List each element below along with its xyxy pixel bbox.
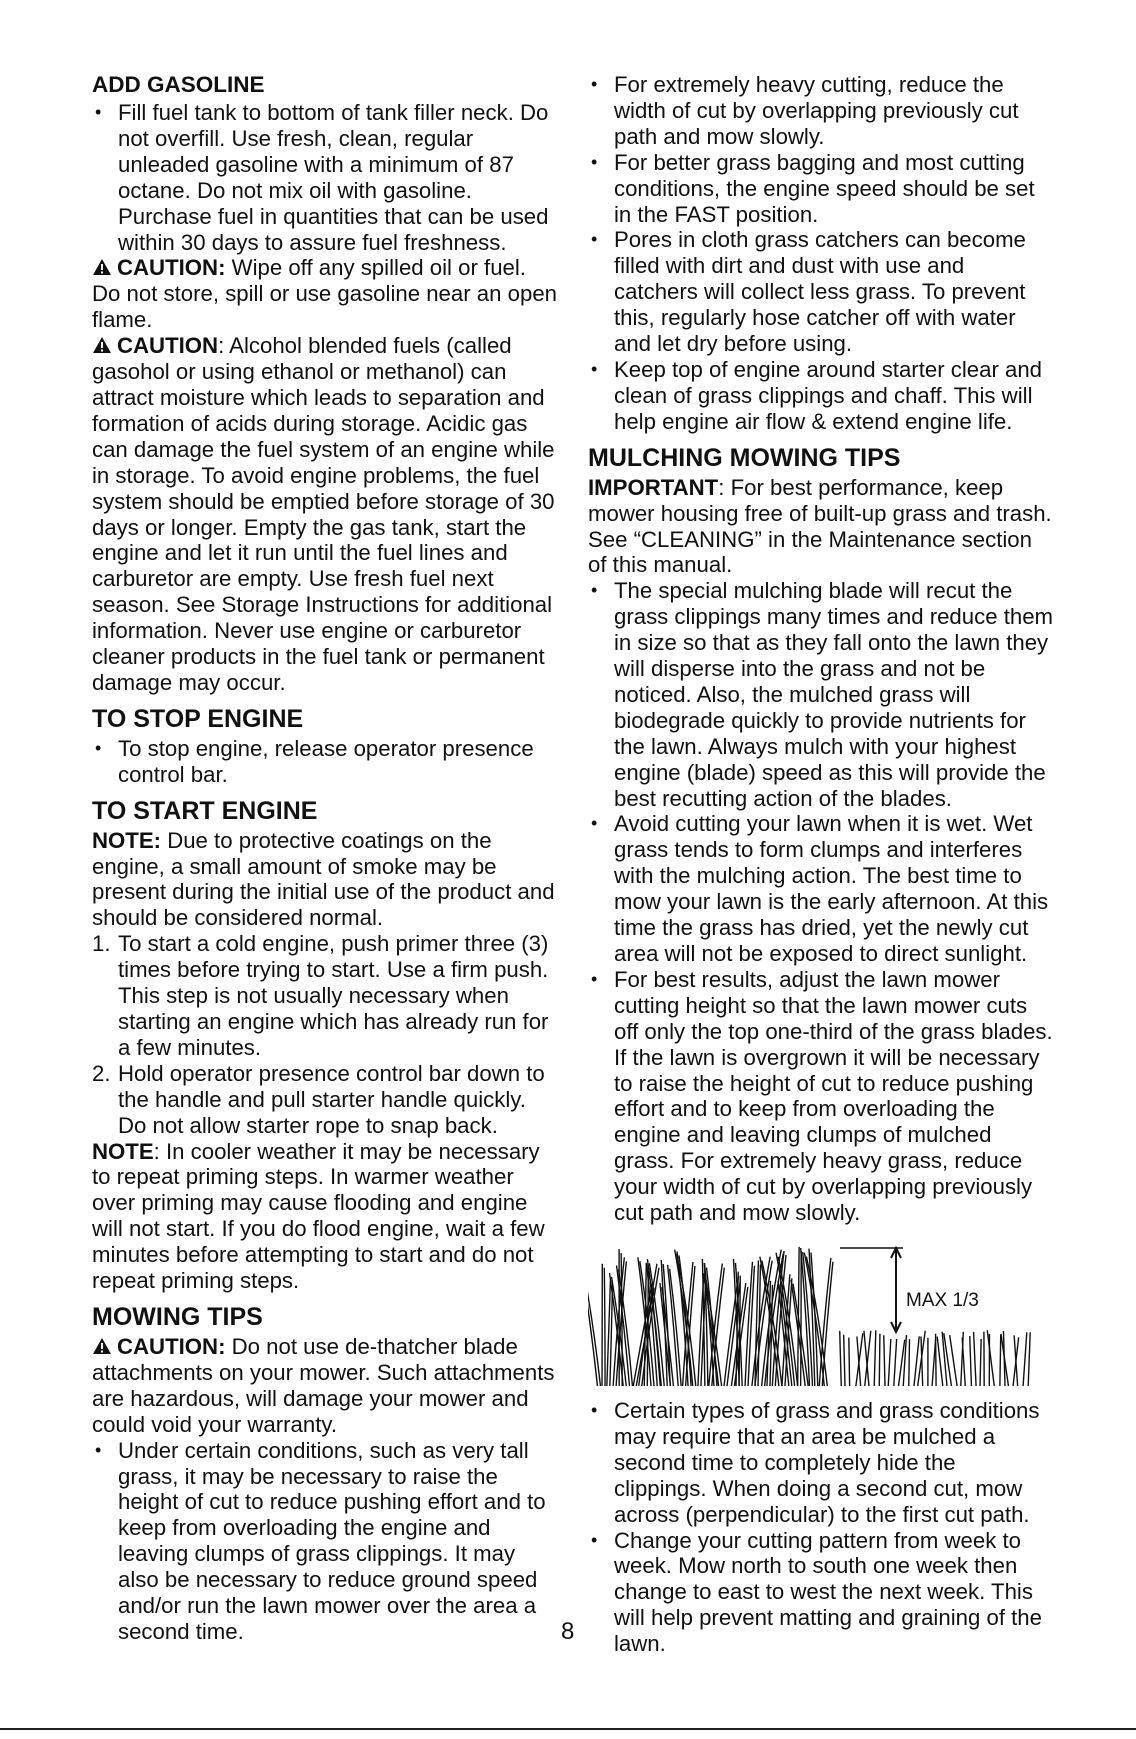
mowing-tips-bullet: • Keep top of engine around starter clear and clean of grass clippings and chaff. This will help engine air flow & extend engine life. <box>588 357 1054 435</box>
grass-blade <box>888 1339 891 1386</box>
caution-text: Wipe off any spilled oil or fuel. Do not store, spill or use gasoline near an open flame. <box>92 255 557 333</box>
caution-paragraph-alcohol <box>92 333 560 696</box>
start-engine-note <box>92 828 560 932</box>
grass-blade <box>970 1336 972 1386</box>
height-arrow-icon <box>891 1248 901 1332</box>
add-gasoline-heading: ADD GASOLINE <box>92 72 265 97</box>
start-engine-note-2 <box>92 1139 560 1294</box>
start-step-1 <box>92 931 560 1061</box>
grass-blade <box>987 1330 994 1386</box>
max-one-third-label: MAX 1/3 <box>906 1289 979 1311</box>
grass-blade <box>1023 1332 1027 1386</box>
note-text: : In cooler weather it may be necessary to repeat priming steps. In warmer weather over priming may cause flooding and engine will not start. If you do flood engine, wait a few minutes before attempting to start and do not repeat priming steps. <box>92 1138 545 1294</box>
caution-label: CAUTION: <box>117 1333 226 1359</box>
stop-engine-bullet: • To stop engine, release operator presence control bar. <box>92 736 560 788</box>
grass-height-illustration <box>588 1238 1054 1388</box>
note-label: NOTE: <box>92 827 162 853</box>
step-text: To start a cold engine, push primer three (3) times before trying to start. Use a firm push. This step is not usually necessary when starting an engine which has already run for a few minutes. <box>118 931 549 1060</box>
grass-blade <box>604 1268 605 1386</box>
step-number: 2. <box>92 1060 111 1086</box>
mowing-caution <box>92 1334 560 1438</box>
warning-triangle-icon <box>92 1337 112 1355</box>
grass-blade <box>801 1251 802 1386</box>
caution-paragraph-spill <box>92 255 560 333</box>
grass-blade <box>909 1339 910 1386</box>
start-step-2 <box>92 1061 560 1139</box>
grass-blade <box>962 1337 965 1386</box>
grass-blade <box>879 1334 880 1386</box>
add-gasoline-bullet: • Fill fuel tank to bottom of tank filler neck. Do not overfill. Use fresh, clean, regular unleaded gasoline with a minimum of 87 octane. Do not mix oil with gasoline. Purchase fuel in quantities that can be used within 30 days to assure fuel freshness. <box>92 100 560 255</box>
mulching-important <box>588 475 1054 579</box>
caution-text: Do not use de-thatcher blade attachments on your mower. Such attachments are hazardous, will damage your mower and could void your warranty. <box>92 1333 555 1437</box>
left-column <box>92 72 560 1645</box>
grass-blade <box>1000 1335 1001 1386</box>
mowing-tips-bullet: • Under certain conditions, such as very tall grass, it may be necessary to raise the height of cut to reduce pushing effort and to keep from overloading the engine and leaving clumps of grass clippings. It may also be necessary to reduce ground speed and/or run the lawn mower over the area a second time. <box>92 1438 560 1645</box>
important-label: IMPORTANT <box>588 474 719 500</box>
important-text: : For best performance, keep mower housing free of built-up grass and trash. See “CLEANING” in the Maintenance section of this manual. <box>588 474 1052 578</box>
grass-blade <box>980 1339 981 1386</box>
grass-blade <box>884 1335 885 1386</box>
warning-triangle-icon <box>92 258 112 276</box>
note-label: NOTE <box>92 1138 154 1164</box>
mowing-tips-bullet: • For better grass bagging and most cutting conditions, the engine speed should be set in the FAST position. <box>588 150 1054 228</box>
grass-blade <box>936 1334 937 1386</box>
mowing-tips-bullet: • For extremely heavy cutting, reduce the width of cut by overlapping previously cut path and mow slowly. <box>588 72 1054 150</box>
caution-label: CAUTION: <box>117 255 226 281</box>
grass-blade <box>894 1339 897 1386</box>
stop-engine-heading: TO STOP ENGINE <box>92 704 304 733</box>
mulching-bullet: • Change your cutting pattern from week to week. Mow north to south one week then change to east to west the next week. This will help prevent matting and graining of the lawn. <box>588 1528 1054 1658</box>
caution-text: : Alcohol blended fuels (called gasohol or using ethanol or methanol) can attract moisture which leads to separation and formation of acids during storage. Acidic gas can damage the fuel system of an engine while in storage. To avoid engine problems, the fuel system should be emptied before storage of 30 days or longer. Empty the gas tank, start the engine and let it run until the fuel lines and carburetor are empty. Use fresh fuel next season. See Storage Instructions for additional information. Never use engine or carburetor cleaner products in the fuel tank or permanent damage may occur. <box>92 333 555 695</box>
step-text: Hold operator presence control bar down to the handle and pull starter handle quickly. Do not allow starter rope to snap back. <box>118 1060 545 1138</box>
grass-blade <box>1028 1332 1030 1386</box>
mulching-bullet: • Certain types of grass and grass conditions may require that an area be mulched a second time to completely hide the clippings. When doing a second cut, mow across (perpendicular) to the first cut path. <box>588 1398 1054 1528</box>
page-number: 8 <box>561 1618 575 1645</box>
grass-blade <box>874 1330 876 1386</box>
right-column <box>588 72 1054 1657</box>
step-number: 1. <box>92 931 111 957</box>
warning-triangle-icon <box>92 336 112 354</box>
grass-blade <box>588 1272 600 1386</box>
mulching-bullet: • Avoid cutting your lawn when it is wet. Wet grass tends to form clumps and interferes with the mulching action. The best time to mow your lawn is the early afternoon. At this time the grass has dried, yet the newly cut area will not be exposed to direct sunlight. <box>588 811 1054 966</box>
caution-label: CAUTION <box>117 333 219 359</box>
mowing-tips-heading: MOWING TIPS <box>92 1302 263 1331</box>
mulching-bullet: • The special mulching blade will recut the grass clippings many times and reduce them in size so that as they fall onto the lawn they will disperse into the grass and not be noticed. Also, the mulched grass will biodegrade quickly to provide nutrients for the lawn. Always mulch with your highest engine (blade) speed as this will provide the best recutting action of the blades. <box>588 578 1054 811</box>
mowing-tips-bullet: • Pores in cloth grass catchers can become filled with dirt and dust with use and catchers will collect less grass. To prevent this, regularly hose catcher off with water and let dry before using. <box>588 227 1054 357</box>
bottom-rule <box>0 1728 1136 1730</box>
grass-blade <box>921 1336 923 1385</box>
note-text: Due to protective coatings on the engine, a small amount of smoke may be present during the initial use of the product and should be considered normal. <box>92 827 555 931</box>
grass-blade <box>849 1338 850 1386</box>
mulching-bullet: • For best results, adjust the lawn mower cutting height so that the lawn mower cuts off only the top one-third of the grass blades. If the lawn is overgrown it will be necessary to raise the height of cut to reduce pushing effort and to keep from overloading the engine and leaving clumps of mulched grass. For extremely heavy grass, reduce your width of cut by overlapping previously cut path and mow slowly. <box>588 967 1054 1226</box>
grass-blade <box>974 1332 976 1386</box>
grass-blade <box>937 1337 943 1386</box>
start-engine-heading: TO START ENGINE <box>92 796 318 825</box>
mulching-heading: MULCHING MOWING TIPS <box>588 443 901 472</box>
grass-blade <box>1014 1335 1018 1386</box>
grass-blade <box>840 1331 842 1386</box>
grass-blade <box>844 1335 845 1386</box>
